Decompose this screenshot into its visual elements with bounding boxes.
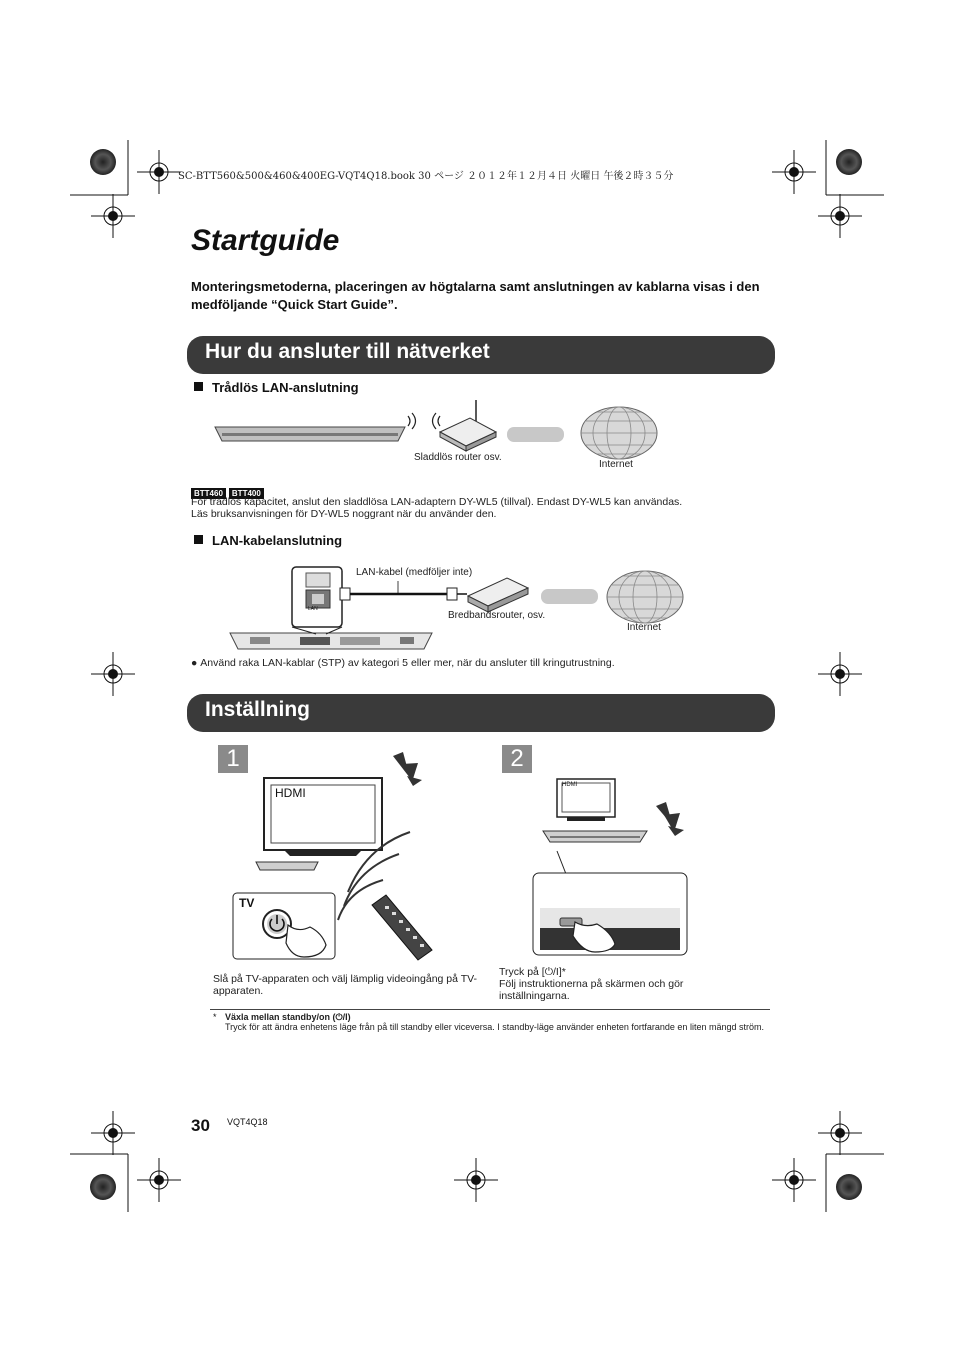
broadband-router-label: Bredbandsrouter, osv.: [448, 610, 546, 621]
wireless-router-label: Sladdlös router osv.: [414, 452, 502, 463]
footnote-divider: [210, 1009, 770, 1010]
step2-caption: Tryck på [⏻/I]* Följ instruktionerna på skärmen och gör inställningarna.: [499, 966, 684, 1002]
footnote-marker: *: [213, 1012, 217, 1022]
square-bullet-icon: [194, 535, 203, 544]
player-rear-panel-illustration: [230, 627, 432, 649]
bullet-icon: ●: [191, 657, 201, 669]
cable-heading: LAN-kabelanslutning: [194, 533, 342, 548]
step-number-2: 2: [502, 745, 532, 773]
signal-burst-icon: [393, 752, 422, 786]
lan-port-closeup: [292, 567, 350, 627]
remote-control-illustration: [372, 895, 432, 960]
zoom-callout-line: [557, 851, 566, 874]
wifi-signal-icon: [408, 413, 440, 429]
player-illustration: [256, 862, 318, 870]
step1-caption: Slå på TV-apparaten och välj lämplig videoingång på TV-apparaten.: [213, 973, 478, 997]
tv-remote-label: TV: [239, 896, 255, 910]
wireless-heading: Trådlös LAN-anslutning: [194, 380, 359, 395]
model-badge: BTT460: [191, 488, 226, 499]
section-title-setup: Inställning: [205, 698, 310, 721]
internet-globe-icon: [581, 407, 657, 459]
section-title-network: Hur du ansluter till nätverket: [205, 340, 490, 363]
lan-port-label: LAN: [308, 606, 318, 612]
connection-link: [541, 589, 598, 604]
lan-cable-label: LAN-kabel (medföljer inte): [356, 567, 473, 578]
footnote-text: Tryck för att ändra enhetens läge från på till standby eller viceversa. I standby-läge använder enheten fortfarande en liten mängd ström.: [225, 1022, 764, 1032]
internet-label: Internet: [599, 459, 633, 470]
square-bullet-icon: [194, 382, 203, 391]
page-title: Startguide: [191, 224, 340, 257]
model-badge: BTT400: [229, 488, 264, 499]
player-illustration: [543, 831, 647, 842]
tv-screen-label: HDMI: [562, 782, 578, 788]
wireless-note: För trådlös kapacitet, anslut den sladdlösa LAN-adaptern DY-WL5 (tillval). Endast DY-WL5 kan användas. Läs bruksanvisningen för DY-WL5 noggrant när du använder den.: [191, 496, 683, 520]
signal-burst-icon: [656, 802, 684, 836]
wireless-router-illustration: [440, 400, 496, 451]
internet-label: Internet: [627, 622, 661, 633]
tv-screen-label: HDMI: [275, 786, 306, 800]
step-number-1: 1: [218, 745, 248, 773]
intro-text: Monteringsmetoderna, placeringen av högtalarna samt anslutningen av kablarna visas i den medföljande “Quick Start Guide”.: [191, 279, 760, 312]
page-number: 30: [191, 1116, 210, 1135]
lan-plug-icon: [447, 588, 457, 600]
footnote: [225, 1012, 765, 1032]
footnote-title: Växla mellan standby/on (⏻/I): [225, 1012, 351, 1022]
connection-link: [507, 427, 564, 442]
lan-cable-bullet: ● Använd raka LAN-kablar (STP) av kategori 5 eller mer, när du ansluter till kringutrustning.: [191, 657, 615, 669]
blu-ray-player-illustration: [215, 427, 405, 441]
internet-globe-icon: [607, 571, 683, 623]
document-code: VQT4Q18: [227, 1117, 268, 1127]
broadband-router-illustration: [468, 578, 528, 612]
print-header: SC-BTT560&500&460&400EG-VQT4Q18.book 30 ページ ２０１２年１２月４日 火曜日 午後２時３５分: [178, 171, 674, 182]
